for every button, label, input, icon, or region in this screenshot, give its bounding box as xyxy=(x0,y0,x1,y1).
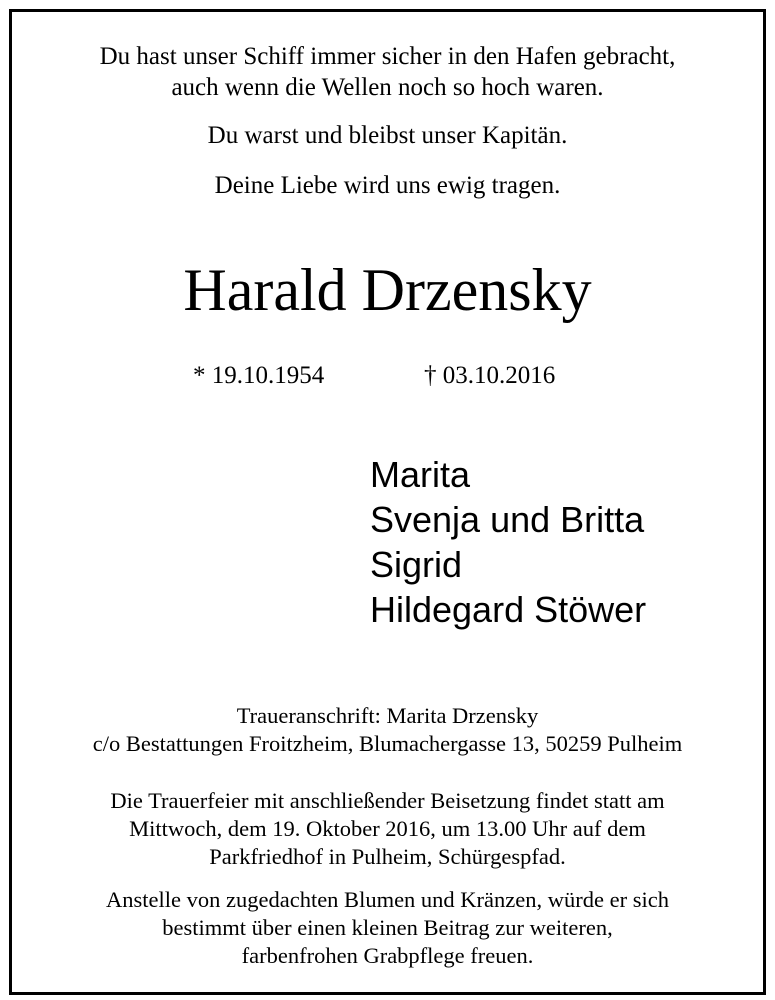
verse-block xyxy=(0,41,775,103)
birth-date: * 19.10.1954 xyxy=(193,362,325,389)
deceased-name: Harald Drzensky xyxy=(183,257,592,323)
verse-line-2: auch wenn die Wellen noch so hoch waren. xyxy=(171,74,604,101)
address-line-2: c/o Bestattungen Froitzheim, Blumachergasse 13, 50259 Pulheim xyxy=(92,731,683,756)
ceremony-line-1: Die Trauerfeier mit anschließender Beisetzung findet statt am xyxy=(110,788,665,813)
request-line-2: bestimmt über einen kleinen Beitrag zur weiteren, xyxy=(162,915,613,940)
request-line-1: Anstelle von zugedachten Blumen und Kränzen, würde er sich xyxy=(106,887,669,912)
ceremony-line-3: Parkfriedhof in Pulheim, Schürgespfad. xyxy=(209,844,566,869)
mourner-name: Marita xyxy=(370,454,471,495)
ceremony-line-2: Mittwoch, dem 19. Oktober 2016, um 13.00 Uhr auf dem xyxy=(129,816,646,841)
verse-line-1: Du hast unser Schiff immer sicher in den Hafen gebracht, xyxy=(99,43,676,70)
verse-line-4: Deine Liebe wird uns ewig tragen. xyxy=(214,172,561,199)
death-date: † 03.10.2016 xyxy=(424,362,556,389)
ceremony-info xyxy=(0,787,775,871)
request-line-3: farbenfrohen Grabpflege freuen. xyxy=(241,943,534,968)
mourning-address xyxy=(0,702,775,758)
mourners-list xyxy=(370,452,646,632)
address-line-1: Traueranschrift: Marita Drzensky xyxy=(236,703,539,728)
mourner-name: Svenja und Britta xyxy=(370,499,645,540)
verse-line-3: Du warst und bleibst unser Kapitän. xyxy=(207,122,568,149)
mourner-name: Hildegard Stöwer xyxy=(370,589,647,630)
mourner-name: Sigrid xyxy=(370,544,463,585)
donation-request xyxy=(0,886,775,970)
